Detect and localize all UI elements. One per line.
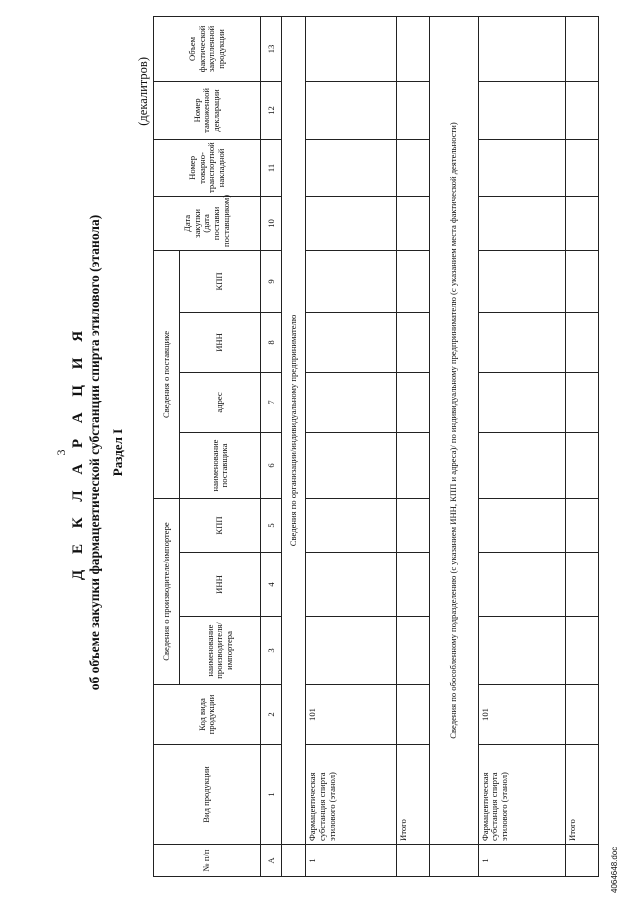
column-number: 5 bbox=[261, 498, 282, 552]
total-row bbox=[397, 16, 430, 876]
header-supplier-inn: ИНН bbox=[180, 312, 261, 372]
header-product-type: Вид продукции bbox=[154, 745, 261, 845]
header-supplier-name: наименование поставщика bbox=[180, 432, 261, 498]
declaration-table bbox=[153, 16, 599, 877]
header-customs: Номер таможенной декларации bbox=[154, 81, 261, 139]
branch-section-label: Сведения по обособленному подразделению (с указанием ИНН, КПП и адреса)/ по индивидуальному предпринимателю (с указанием места фактической деятельности) bbox=[429, 16, 478, 844]
header-supplier-kpp: КПП bbox=[180, 250, 261, 312]
org-section-label: Сведения по организации/индивидуальному предпринимателю bbox=[282, 16, 306, 844]
header-num: № п/п bbox=[154, 845, 261, 877]
column-number: А bbox=[261, 845, 282, 877]
table-row bbox=[306, 16, 397, 876]
product-code-cell: 101 bbox=[306, 685, 397, 745]
column-number: 2 bbox=[261, 685, 282, 745]
column-number: 6 bbox=[261, 432, 282, 498]
header-supplier-address: адрес bbox=[180, 372, 261, 432]
row-number: 1 bbox=[306, 845, 397, 877]
total-label: Итого bbox=[566, 745, 599, 845]
column-number: 4 bbox=[261, 553, 282, 617]
header-producer-group: Сведения о производителе/импортере bbox=[154, 498, 180, 684]
document-title: Д Е К Л А Р А Ц И Я bbox=[70, 324, 86, 581]
table-row bbox=[478, 16, 566, 876]
column-numbers-row bbox=[261, 16, 282, 876]
header-purchase-date: Дата закупки (дата поставки поставщиком) bbox=[154, 196, 261, 250]
header-volume: Объем фактической закупленной продукции bbox=[154, 16, 261, 81]
header-producer-name: наименование производителя/ импортера bbox=[180, 617, 261, 685]
column-number: 12 bbox=[261, 81, 282, 139]
column-number: 3 bbox=[261, 617, 282, 685]
total-label: Итого bbox=[397, 745, 430, 845]
total-row bbox=[566, 16, 599, 876]
document-subtitle: об объеме закупки фармацевтической субстанции спирта этилового (этанола) bbox=[87, 214, 102, 691]
column-number: 7 bbox=[261, 372, 282, 432]
header-producer-kpp: КПП bbox=[180, 498, 261, 552]
section-heading: Раздел I bbox=[110, 428, 125, 477]
column-number: 9 bbox=[261, 250, 282, 312]
branch-section-row bbox=[429, 16, 478, 876]
header-waybill: Номер товарно-транспортной накладной bbox=[154, 139, 261, 196]
column-number: 10 bbox=[261, 196, 282, 250]
header-producer-inn: ИНН bbox=[180, 553, 261, 617]
column-number: 8 bbox=[261, 312, 282, 372]
column-number: 11 bbox=[261, 139, 282, 196]
header-product-code: Код вида продукции bbox=[154, 685, 261, 745]
column-number: 13 bbox=[261, 16, 282, 81]
header-supplier-group: Сведения о поставщике bbox=[154, 250, 180, 498]
product-type-cell: Фармацевтическая субстанция спирта этилового (этанол) bbox=[306, 745, 397, 845]
product-code-cell: 101 bbox=[478, 685, 566, 745]
org-section-row bbox=[282, 16, 306, 876]
page-number: 3 bbox=[54, 449, 68, 456]
column-number: 1 bbox=[261, 745, 282, 845]
row-number: 1 bbox=[478, 845, 566, 877]
header-row-1 bbox=[154, 16, 180, 876]
units-label: (декалитров) bbox=[136, 57, 150, 126]
document-id: 4064648.doc bbox=[610, 846, 619, 893]
product-type-cell: Фармацевтическая субстанция спирта этилового (этанол) bbox=[478, 745, 566, 845]
